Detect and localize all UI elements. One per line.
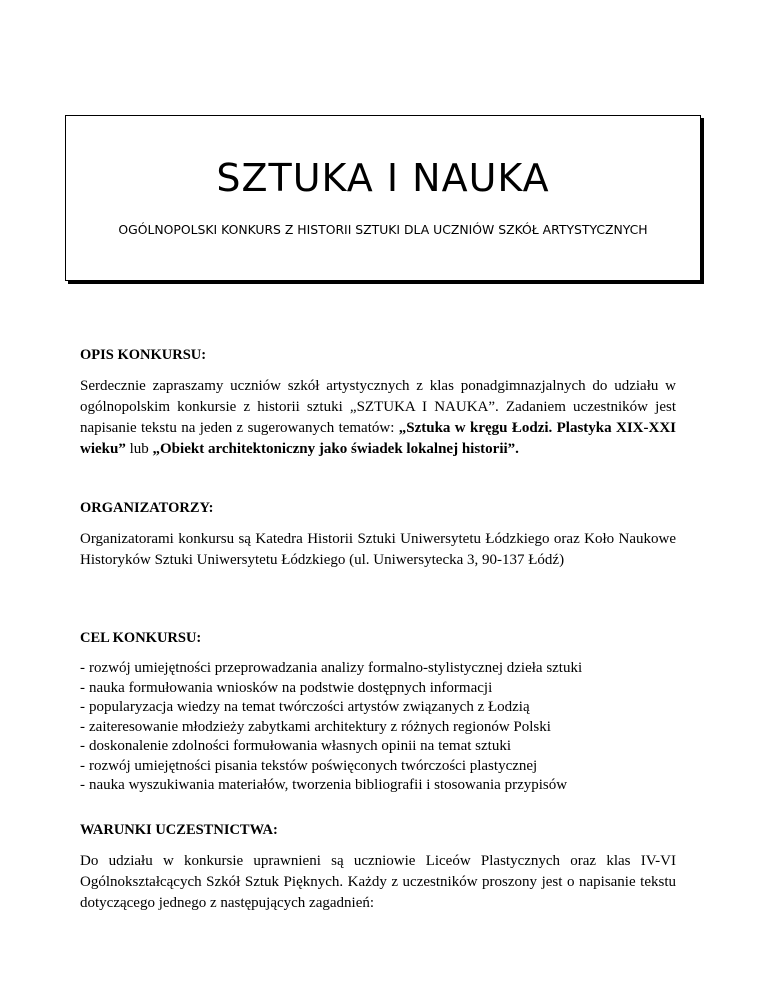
- warunki-paragraph: Do udziału w konkursie uprawnieni są uczniowie Liceów Plastycznych oraz klas IV-VI Ogólnokształcących Szkół Sztuk Pięknych. Każdy z uczestników proszony jest o napisanie tekstu dotyczącego jednego z następujących zagadnień:: [80, 853, 676, 911]
- section-cel: [80, 628, 676, 796]
- list-item: - zaiteresowanie młodzieży zabytkami architektury z różnych regionów Polski: [80, 718, 551, 735]
- section-heading-organizatorzy: ORGANIZATORZY:: [80, 500, 214, 516]
- list-item: - rozwój umiejętności pisania tekstów poświęconych twórczości plastycznej: [80, 757, 538, 774]
- opis-topic-2: „Obiekt architektoniczny jako świadek lokalnej historii”.: [152, 441, 519, 457]
- document-subtitle: OGÓLNOPOLSKI KONKURS Z HISTORII SZTUKI DLA UCZNIÓW SZKÓŁ ARTYSTYCZNYCH: [118, 222, 648, 237]
- section-organizatorzy: [80, 498, 676, 571]
- section-heading-warunki: WARUNKI UCZESTNICTWA:: [80, 822, 278, 838]
- list-item: - popularyzacja wiedzy na temat twórczości artystów związanych z Łodzią: [80, 699, 530, 715]
- list-item: - nauka formułowania wniosków na podstwie dostępnych informacji: [80, 679, 493, 696]
- organizatorzy-paragraph: Organizatorami konkursu są Katedra Historii Sztuki Uniwersytetu Łódzkiego oraz Koło Naukowe Historyków Sztuki Uniwersytetu Łódzkiego (ul. Uniwersytecka 3, 90-137 Łódź): [80, 531, 676, 568]
- section-heading-opis: OPIS KONKURSU:: [80, 347, 207, 363]
- goals-list: [80, 659, 676, 796]
- section-warunki: [80, 820, 676, 914]
- title-box: [65, 115, 701, 281]
- opis-paragraph: [80, 376, 676, 460]
- opis-connector: lub: [125, 441, 153, 457]
- section-opis: [80, 345, 676, 460]
- opis-topic-1: „Sztuka w kręgu Łodzi. Plastyka XIX-XXI wieku”: [80, 420, 676, 457]
- list-item: - doskonalenie zdolności formułowania własnych opinii na temat sztuki: [80, 738, 511, 754]
- opis-text: Serdecznie zapraszamy uczniów szkół artystycznych z klas ponadgimnazjalnych do udziału w ogólnopolskim konkursie z historii sztuki „SZTUKA I NAUKA”. Zadaniem uczestników jest napisanie tekstu na jeden z sugerowanych tematów:: [80, 378, 676, 436]
- list-item: - rozwój umiejętności przeprowadzania analizy formalno-stylistycznej dzieła sztuki: [80, 660, 583, 676]
- document-title: SZTUKA I NAUKA: [216, 156, 550, 200]
- section-heading-cel: CEL KONKURSU:: [80, 630, 202, 646]
- list-item: - nauka wyszukiwania materiałów, tworzenia bibliografii i stosowania przypisów: [80, 777, 568, 793]
